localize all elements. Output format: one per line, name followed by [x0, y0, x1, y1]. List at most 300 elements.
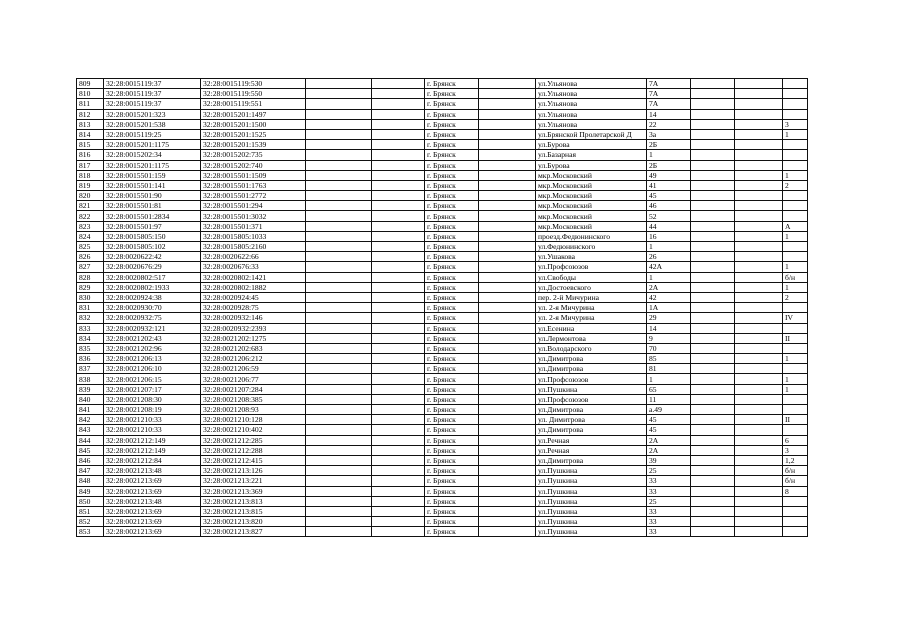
parcel-number-cell: 32:28:0015201:538: [104, 119, 201, 129]
street-cell: ул.Димитрова: [536, 354, 647, 364]
blank-cell-b: [372, 343, 425, 353]
street-cell: ул.Ульянова: [536, 109, 647, 119]
register-table: [76, 78, 808, 537]
table-row: [77, 517, 808, 527]
apartment-cell: [783, 242, 808, 252]
parcel-number-cell: 32:28:0020932:75: [104, 313, 201, 323]
blank-cell-b: [372, 211, 425, 221]
parcel-number-cell: 32:28:0020930:70: [104, 303, 201, 313]
parcel-number-cell: 32:28:0021202:96: [104, 343, 201, 353]
blank-cell-e: [735, 313, 783, 323]
parcel-number-cell: 32:28:0020932:121: [104, 323, 201, 333]
row-number-cell: 828: [77, 272, 104, 282]
table-row: [77, 425, 808, 435]
register-rows: [77, 79, 808, 537]
apartment-cell: 8: [783, 486, 808, 496]
apartment-cell: б/н: [783, 272, 808, 282]
street-cell: ул.Ушакова: [536, 252, 647, 262]
blank-cell-a: [306, 496, 372, 506]
blank-cell-b: [372, 170, 425, 180]
object-number-cell: 32:28:0021207:284: [201, 384, 306, 394]
blank-cell-e: [735, 99, 783, 109]
blank-cell-d: [691, 201, 735, 211]
blank-cell-a: [306, 129, 372, 139]
object-number-cell: 32:28:0021210:128: [201, 415, 306, 425]
object-number-cell: 32:28:0021213:221: [201, 476, 306, 486]
parcel-number-cell: 32:28:0015119:25: [104, 129, 201, 139]
table-row: [77, 496, 808, 506]
blank-cell-b: [372, 394, 425, 404]
blank-cell-e: [735, 506, 783, 516]
street-cell: ул. 2-я Мичурина: [536, 303, 647, 313]
blank-cell-a: [306, 517, 372, 527]
object-number-cell: 32:28:0020924:45: [201, 292, 306, 302]
row-number-cell: 836: [77, 354, 104, 364]
house-cell: 46: [647, 201, 691, 211]
blank-cell-b: [372, 333, 425, 343]
blank-cell-e: [735, 160, 783, 170]
parcel-number-cell: 32:28:0021210:33: [104, 425, 201, 435]
row-number-cell: 822: [77, 211, 104, 221]
city-cell: г. Брянск: [425, 99, 479, 109]
parcel-number-cell: 32:28:0015501:97: [104, 221, 201, 231]
blank-cell-b: [372, 527, 425, 537]
blank-cell-a: [306, 405, 372, 415]
parcel-number-cell: 32:28:0015201:323: [104, 109, 201, 119]
blank-cell-e: [735, 445, 783, 455]
blank-cell-c: [479, 170, 536, 180]
table-row: [77, 99, 808, 109]
city-cell: г. Брянск: [425, 129, 479, 139]
blank-cell-c: [479, 262, 536, 272]
blank-cell-e: [735, 262, 783, 272]
table-row: [77, 129, 808, 139]
row-number-cell: 811: [77, 99, 104, 109]
table-row: [77, 272, 808, 282]
blank-cell-c: [479, 282, 536, 292]
blank-cell-e: [735, 150, 783, 160]
row-number-cell: 809: [77, 79, 104, 89]
blank-cell-e: [735, 180, 783, 190]
blank-cell-b: [372, 455, 425, 465]
blank-cell-a: [306, 150, 372, 160]
street-cell: ул.Брянской Пролетарской Д: [536, 129, 647, 139]
city-cell: г. Брянск: [425, 445, 479, 455]
blank-cell-e: [735, 435, 783, 445]
blank-cell-b: [372, 129, 425, 139]
blank-cell-a: [306, 506, 372, 516]
city-cell: г. Брянск: [425, 323, 479, 333]
blank-cell-d: [691, 282, 735, 292]
table-row: [77, 364, 808, 374]
blank-cell-c: [479, 384, 536, 394]
blank-cell-c: [479, 242, 536, 252]
blank-cell-c: [479, 527, 536, 537]
street-cell: мкр.Московский: [536, 180, 647, 190]
blank-cell-c: [479, 272, 536, 282]
row-number-cell: 830: [77, 292, 104, 302]
object-number-cell: 32:28:0021206:77: [201, 374, 306, 384]
house-cell: 1: [647, 272, 691, 282]
blank-cell-d: [691, 160, 735, 170]
street-cell: ул.Димитрова: [536, 425, 647, 435]
blank-cell-a: [306, 415, 372, 425]
row-number-cell: 835: [77, 343, 104, 353]
blank-cell-e: [735, 201, 783, 211]
table-row: [77, 343, 808, 353]
house-cell: 81: [647, 364, 691, 374]
blank-cell-e: [735, 527, 783, 537]
blank-cell-e: [735, 79, 783, 89]
city-cell: г. Брянск: [425, 354, 479, 364]
city-cell: г. Брянск: [425, 211, 479, 221]
object-number-cell: 32:28:0021210:402: [201, 425, 306, 435]
blank-cell-b: [372, 140, 425, 150]
blank-cell-b: [372, 384, 425, 394]
table-row: [77, 354, 808, 364]
city-cell: г. Брянск: [425, 527, 479, 537]
row-number-cell: 837: [77, 364, 104, 374]
row-number-cell: 853: [77, 527, 104, 537]
blank-cell-d: [691, 435, 735, 445]
blank-cell-d: [691, 333, 735, 343]
blank-cell-c: [479, 364, 536, 374]
blank-cell-e: [735, 211, 783, 221]
blank-cell-d: [691, 415, 735, 425]
street-cell: ул.Речная: [536, 435, 647, 445]
blank-cell-d: [691, 119, 735, 129]
blank-cell-c: [479, 333, 536, 343]
house-cell: 70: [647, 343, 691, 353]
table-row: [77, 394, 808, 404]
blank-cell-c: [479, 252, 536, 262]
row-number-cell: 831: [77, 303, 104, 313]
blank-cell-e: [735, 364, 783, 374]
blank-cell-c: [479, 476, 536, 486]
street-cell: ул.Димитрова: [536, 455, 647, 465]
blank-cell-e: [735, 384, 783, 394]
table-row: [77, 150, 808, 160]
house-cell: 49: [647, 170, 691, 180]
blank-cell-e: [735, 303, 783, 313]
city-cell: г. Брянск: [425, 425, 479, 435]
blank-cell-e: [735, 496, 783, 506]
house-cell: 2А: [647, 445, 691, 455]
table-row: [77, 231, 808, 241]
apartment-cell: 1: [783, 231, 808, 241]
blank-cell-a: [306, 303, 372, 313]
blank-cell-c: [479, 180, 536, 190]
table-row: [77, 191, 808, 201]
object-number-cell: 32:28:0021206:59: [201, 364, 306, 374]
city-cell: г. Брянск: [425, 89, 479, 99]
blank-cell-d: [691, 150, 735, 160]
blank-cell-c: [479, 455, 536, 465]
blank-cell-b: [372, 201, 425, 211]
blank-cell-c: [479, 109, 536, 119]
blank-cell-b: [372, 517, 425, 527]
table-row: [77, 262, 808, 272]
object-number-cell: 32:28:0015202:735: [201, 150, 306, 160]
apartment-cell: 1: [783, 354, 808, 364]
parcel-number-cell: 32:28:0021213:69: [104, 506, 201, 516]
blank-cell-d: [691, 394, 735, 404]
street-cell: ул.Пушкина: [536, 466, 647, 476]
blank-cell-b: [372, 191, 425, 201]
blank-cell-b: [372, 354, 425, 364]
street-cell: ул.Пушкина: [536, 486, 647, 496]
blank-cell-d: [691, 517, 735, 527]
blank-cell-b: [372, 506, 425, 516]
city-cell: г. Брянск: [425, 364, 479, 374]
blank-cell-c: [479, 405, 536, 415]
blank-cell-c: [479, 343, 536, 353]
blank-cell-a: [306, 201, 372, 211]
row-number-cell: 829: [77, 282, 104, 292]
blank-cell-b: [372, 242, 425, 252]
blank-cell-a: [306, 160, 372, 170]
blank-cell-e: [735, 252, 783, 262]
street-cell: ул.Профсоюзов: [536, 374, 647, 384]
blank-cell-e: [735, 517, 783, 527]
house-cell: 45: [647, 191, 691, 201]
blank-cell-b: [372, 99, 425, 109]
parcel-number-cell: 32:28:0021213:69: [104, 486, 201, 496]
row-number-cell: 844: [77, 435, 104, 445]
table-row: [77, 89, 808, 99]
blank-cell-e: [735, 282, 783, 292]
house-cell: 29: [647, 313, 691, 323]
row-number-cell: 819: [77, 180, 104, 190]
row-number-cell: 841: [77, 405, 104, 415]
parcel-number-cell: 32:28:0021206:15: [104, 374, 201, 384]
blank-cell-e: [735, 292, 783, 302]
row-number-cell: 826: [77, 252, 104, 262]
blank-cell-d: [691, 486, 735, 496]
blank-cell-d: [691, 527, 735, 537]
table-row: [77, 455, 808, 465]
object-number-cell: 32:28:0015119:530: [201, 79, 306, 89]
blank-cell-e: [735, 333, 783, 343]
table-row: [77, 384, 808, 394]
house-cell: 7А: [647, 79, 691, 89]
blank-cell-a: [306, 99, 372, 109]
object-number-cell: 32:28:0021212:415: [201, 455, 306, 465]
blank-cell-b: [372, 313, 425, 323]
street-cell: ул.Пушкина: [536, 476, 647, 486]
blank-cell-c: [479, 303, 536, 313]
city-cell: г. Брянск: [425, 160, 479, 170]
parcel-number-cell: 32:28:0015501:81: [104, 201, 201, 211]
apartment-cell: 3: [783, 445, 808, 455]
blank-cell-c: [479, 313, 536, 323]
table-row: [77, 323, 808, 333]
blank-cell-d: [691, 506, 735, 516]
house-cell: 39: [647, 455, 691, 465]
blank-cell-c: [479, 150, 536, 160]
blank-cell-b: [372, 496, 425, 506]
apartment-cell: 1: [783, 129, 808, 139]
blank-cell-e: [735, 242, 783, 252]
blank-cell-e: [735, 89, 783, 99]
row-number-cell: 818: [77, 170, 104, 180]
apartment-cell: б/н: [783, 476, 808, 486]
blank-cell-d: [691, 343, 735, 353]
parcel-number-cell: 32:28:0021212:149: [104, 435, 201, 445]
street-cell: мкр.Московский: [536, 201, 647, 211]
blank-cell-d: [691, 445, 735, 455]
apartment-cell: [783, 211, 808, 221]
blank-cell-c: [479, 292, 536, 302]
house-cell: 1: [647, 242, 691, 252]
street-cell: ул.Базарная: [536, 150, 647, 160]
parcel-number-cell: 32:28:0015119:37: [104, 99, 201, 109]
apartment-cell: [783, 252, 808, 262]
blank-cell-d: [691, 129, 735, 139]
blank-cell-e: [735, 374, 783, 384]
object-number-cell: 32:28:0015201:1525: [201, 129, 306, 139]
city-cell: г. Брянск: [425, 180, 479, 190]
blank-cell-a: [306, 272, 372, 282]
apartment-cell: [783, 201, 808, 211]
blank-cell-c: [479, 506, 536, 516]
parcel-number-cell: 32:28:0015805:150: [104, 231, 201, 241]
blank-cell-a: [306, 466, 372, 476]
row-number-cell: 827: [77, 262, 104, 272]
blank-cell-a: [306, 343, 372, 353]
city-cell: г. Брянск: [425, 405, 479, 415]
blank-cell-c: [479, 129, 536, 139]
blank-cell-d: [691, 374, 735, 384]
house-cell: 44: [647, 221, 691, 231]
house-cell: 1А: [647, 303, 691, 313]
row-number-cell: 847: [77, 466, 104, 476]
house-cell: 14: [647, 323, 691, 333]
table-row: [77, 292, 808, 302]
apartment-cell: [783, 517, 808, 527]
blank-cell-c: [479, 435, 536, 445]
blank-cell-d: [691, 354, 735, 364]
street-cell: ул.Димитрова: [536, 364, 647, 374]
house-cell: 22: [647, 119, 691, 129]
parcel-number-cell: 32:28:0021202:43: [104, 333, 201, 343]
street-cell: ул.Пушкина: [536, 384, 647, 394]
apartment-cell: [783, 527, 808, 537]
row-number-cell: 817: [77, 160, 104, 170]
house-cell: 45: [647, 415, 691, 425]
street-cell: ул.Федюнинского: [536, 242, 647, 252]
apartment-cell: [783, 150, 808, 160]
apartment-cell: 1: [783, 262, 808, 272]
city-cell: г. Брянск: [425, 374, 479, 384]
house-cell: 25: [647, 466, 691, 476]
blank-cell-d: [691, 262, 735, 272]
street-cell: пер. 2-й Мичурина: [536, 292, 647, 302]
city-cell: г. Брянск: [425, 313, 479, 323]
street-cell: мкр.Московский: [536, 221, 647, 231]
parcel-number-cell: 32:28:0015501:141: [104, 180, 201, 190]
table-row: [77, 527, 808, 537]
blank-cell-d: [691, 89, 735, 99]
blank-cell-d: [691, 476, 735, 486]
blank-cell-a: [306, 89, 372, 99]
blank-cell-d: [691, 384, 735, 394]
blank-cell-c: [479, 486, 536, 496]
apartment-cell: [783, 89, 808, 99]
object-number-cell: 32:28:0015501:294: [201, 201, 306, 211]
blank-cell-a: [306, 211, 372, 221]
blank-cell-c: [479, 354, 536, 364]
blank-cell-c: [479, 191, 536, 201]
parcel-number-cell: 32:28:0021212:149: [104, 445, 201, 455]
street-cell: ул. Димитрова: [536, 415, 647, 425]
blank-cell-b: [372, 374, 425, 384]
table-row: [77, 476, 808, 486]
blank-cell-d: [691, 405, 735, 415]
blank-cell-d: [691, 221, 735, 231]
city-cell: г. Брянск: [425, 221, 479, 231]
house-cell: 42А: [647, 262, 691, 272]
parcel-number-cell: 32:28:0021208:19: [104, 405, 201, 415]
row-number-cell: 842: [77, 415, 104, 425]
blank-cell-a: [306, 476, 372, 486]
blank-cell-a: [306, 282, 372, 292]
city-cell: г. Брянск: [425, 466, 479, 476]
table-row: [77, 109, 808, 119]
object-number-cell: 32:28:0015501:3032: [201, 211, 306, 221]
blank-cell-c: [479, 415, 536, 425]
blank-cell-b: [372, 435, 425, 445]
blank-cell-d: [691, 364, 735, 374]
apartment-cell: [783, 343, 808, 353]
apartment-cell: [783, 191, 808, 201]
row-number-cell: 834: [77, 333, 104, 343]
apartment-cell: 2: [783, 292, 808, 302]
apartment-cell: [783, 303, 808, 313]
blank-cell-c: [479, 211, 536, 221]
blank-cell-b: [372, 231, 425, 241]
object-number-cell: 32:28:0020932:146: [201, 313, 306, 323]
blank-cell-d: [691, 292, 735, 302]
city-cell: г. Брянск: [425, 262, 479, 272]
row-number-cell: 846: [77, 455, 104, 465]
parcel-number-cell: 32:28:0015201:1175: [104, 160, 201, 170]
parcel-number-cell: 32:28:0015805:102: [104, 242, 201, 252]
blank-cell-a: [306, 140, 372, 150]
object-number-cell: 32:28:0015119:550: [201, 89, 306, 99]
city-cell: г. Брянск: [425, 170, 479, 180]
blank-cell-d: [691, 466, 735, 476]
city-cell: г. Брянск: [425, 496, 479, 506]
blank-cell-e: [735, 221, 783, 231]
row-number-cell: 838: [77, 374, 104, 384]
blank-cell-e: [735, 272, 783, 282]
object-number-cell: 32:28:0015501:2772: [201, 191, 306, 201]
table-row: [77, 486, 808, 496]
street-cell: ул.Профсоюзов: [536, 262, 647, 272]
table-row: [77, 313, 808, 323]
blank-cell-b: [372, 150, 425, 160]
apartment-cell: [783, 79, 808, 89]
table-row: [77, 119, 808, 129]
house-cell: 65: [647, 384, 691, 394]
blank-cell-d: [691, 323, 735, 333]
row-number-cell: 821: [77, 201, 104, 211]
blank-cell-a: [306, 252, 372, 262]
object-number-cell: 32:28:0021202:683: [201, 343, 306, 353]
parcel-number-cell: 32:28:0015501:90: [104, 191, 201, 201]
blank-cell-e: [735, 405, 783, 415]
